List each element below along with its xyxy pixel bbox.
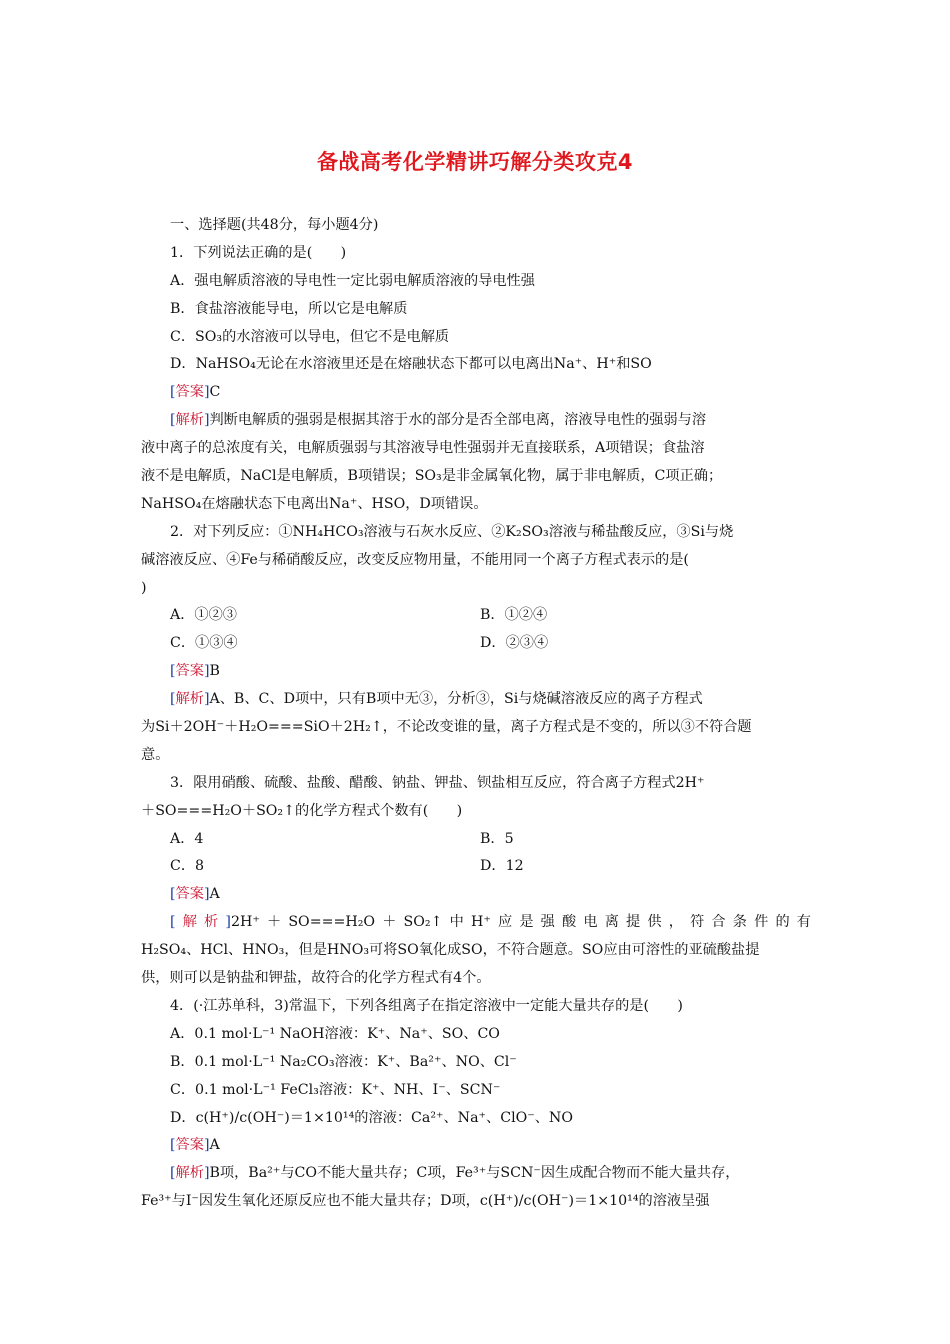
q2-analysis-line-2: 为Si＋2OH⁻＋H₂O===SiO＋2H₂↑，不论改变谁的量，离子方程式是不变的，所以③不符合题 — [141, 719, 752, 736]
q3-options-row-1 — [141, 826, 811, 854]
q2-option-c: C．①③④ — [170, 635, 238, 652]
q1-analysis-line-1: [解析]判断电解质的强弱是根据其溶于水的部分是否全部电离，溶液导电性的强弱与溶 — [170, 412, 707, 429]
q1-analysis-line-4: NaHSO₄在熔融状态下电离出Na⁺、HSO，D项错误。 — [141, 495, 488, 512]
q3-option-a: A．4 — [170, 830, 204, 847]
q2-analysis-line-3: 意。 — [141, 746, 170, 763]
q2-stem-line-1: 2．对下列反应：①NH₄HCO₃溶液与石灰水反应、②K₂SO₃溶液与稀盐酸反应，③Si与烧 — [170, 523, 734, 540]
q3-option-c: C．8 — [170, 858, 205, 875]
q2-answer-value: B — [209, 663, 220, 680]
q1-option-c: C．SO₃的水溶液可以导电，但它不是电解质 — [170, 328, 450, 345]
q1-option-a: A．强电解质溶液的导电性一定比弱电解质溶液的导电性强 — [170, 272, 535, 289]
q2-option-b: B．①②④ — [480, 607, 548, 624]
q4-option-b: B．0.1 mol·L⁻¹ Na₂CO₃溶液：K⁺、Ba²⁺、NO、Cl⁻ — [170, 1053, 517, 1070]
q3-analysis-line-3: 供，则可以是钠盐和钾盐，故符合的化学方程式有4个。 — [141, 970, 491, 987]
q1-answer: [答案]C — [170, 384, 221, 401]
answer-label: 答案 — [175, 384, 204, 401]
q4-stem: 4．(·江苏单科，3)常温下，下列各组离子在指定溶液中一定能大量共存的是( ) — [170, 997, 683, 1014]
q2-analysis-line-1: [解析]A、B、C、D项中，只有B项中无③，分析③，Si与烧碱溶液反应的离子方程式 — [170, 691, 703, 708]
q4-answer-value: A — [209, 1137, 220, 1154]
analysis-label: 解析 — [175, 412, 204, 429]
q3-options-row-2 — [141, 853, 811, 881]
q4-option-c: C．0.1 mol·L⁻¹ FeCl₃溶液：K⁺、NH、I⁻、SCN⁻ — [170, 1081, 501, 1098]
q2-options-row-2 — [141, 630, 811, 658]
section-heading: 一、选择题(共48分，每小题4分) — [170, 217, 379, 233]
q3-stem-line-2: ＋SO===H₂O＋SO₂↑的化学方程式个数有( ) — [141, 802, 463, 819]
q4-answer: [答案]A — [170, 1137, 220, 1154]
q4-analysis-line-1: [解析]B项，Ba²⁺与CO不能大量共存；C项，Fe³⁺与SCN⁻因生成配合物而不能大量共存， — [170, 1165, 740, 1182]
q4-analysis-line-2: Fe³⁺与I⁻因发生氧化还原反应也不能大量共存；D项，c(H⁺)/c(OH⁻)＝1×10¹⁴的溶液呈强 — [141, 1193, 710, 1210]
q3-option-d: D．12 — [480, 858, 524, 875]
q3-answer: [答案]A — [170, 886, 220, 903]
q2-stem-line-2: 碱溶液反应、④Fe与稀硝酸反应，改变反应物用量，不能用同一个离子方程式表示的是( — [141, 551, 689, 568]
q3-analysis-line-1: [解析]2H⁺＋SO===H₂O＋SO₂↑中H⁺应是强酸电离提供，符合条件的有 — [170, 914, 811, 931]
q3-analysis-line-2: H₂SO₄、HCl、HNO₃，但是HNO₃可将SO氧化成SO，不符合题意。SO应由可溶性的亚硫酸盐提 — [141, 942, 760, 959]
q2-stem-line-3: ) — [141, 579, 147, 596]
q3-answer-value: A — [209, 886, 220, 903]
document-title: 备战高考化学精讲巧解分类攻克4 — [316, 150, 634, 174]
q3-stem-line-1: 3．限用硝酸、硫酸、盐酸、醋酸、钠盐、钾盐、钡盐相互反应，符合离子方程式2H⁺ — [170, 774, 705, 791]
q4-option-a: A．0.1 mol·L⁻¹ NaOH溶液：K⁺、Na⁺、SO、CO — [170, 1025, 500, 1042]
q1-answer-value: C — [209, 384, 221, 401]
q1-option-d: D．NaHSO₄无论在水溶液里还是在熔融状态下都可以电离出Na⁺、H⁺和SO — [170, 356, 652, 373]
q2-options-row-1 — [141, 602, 811, 630]
q2-answer: [答案]B — [170, 663, 220, 680]
document-body — [141, 212, 811, 1216]
q1-option-b: B．食盐溶液能导电，所以它是电解质 — [170, 300, 408, 317]
q2-option-a: A．①②③ — [170, 607, 237, 624]
q1-stem: 1．下列说法正确的是( ) — [170, 244, 347, 261]
q1-analysis-line-2: 液中离子的总浓度有关，电解质强弱与其溶液导电性强弱并无直接联系，A项错误；食盐溶 — [141, 440, 705, 457]
q1-analysis-line-3: 液不是电解质，NaCl是电解质，B项错误；SO₃是非金属氧化物，属于非电解质，C项正确； — [141, 468, 723, 485]
q3-option-b: B．5 — [480, 830, 514, 847]
q2-option-d: D．②③④ — [480, 635, 549, 652]
q4-option-d: D．c(H⁺)/c(OH⁻)＝1×10¹⁴的溶液：Ca²⁺、Na⁺、ClO⁻、NO — [170, 1109, 573, 1126]
